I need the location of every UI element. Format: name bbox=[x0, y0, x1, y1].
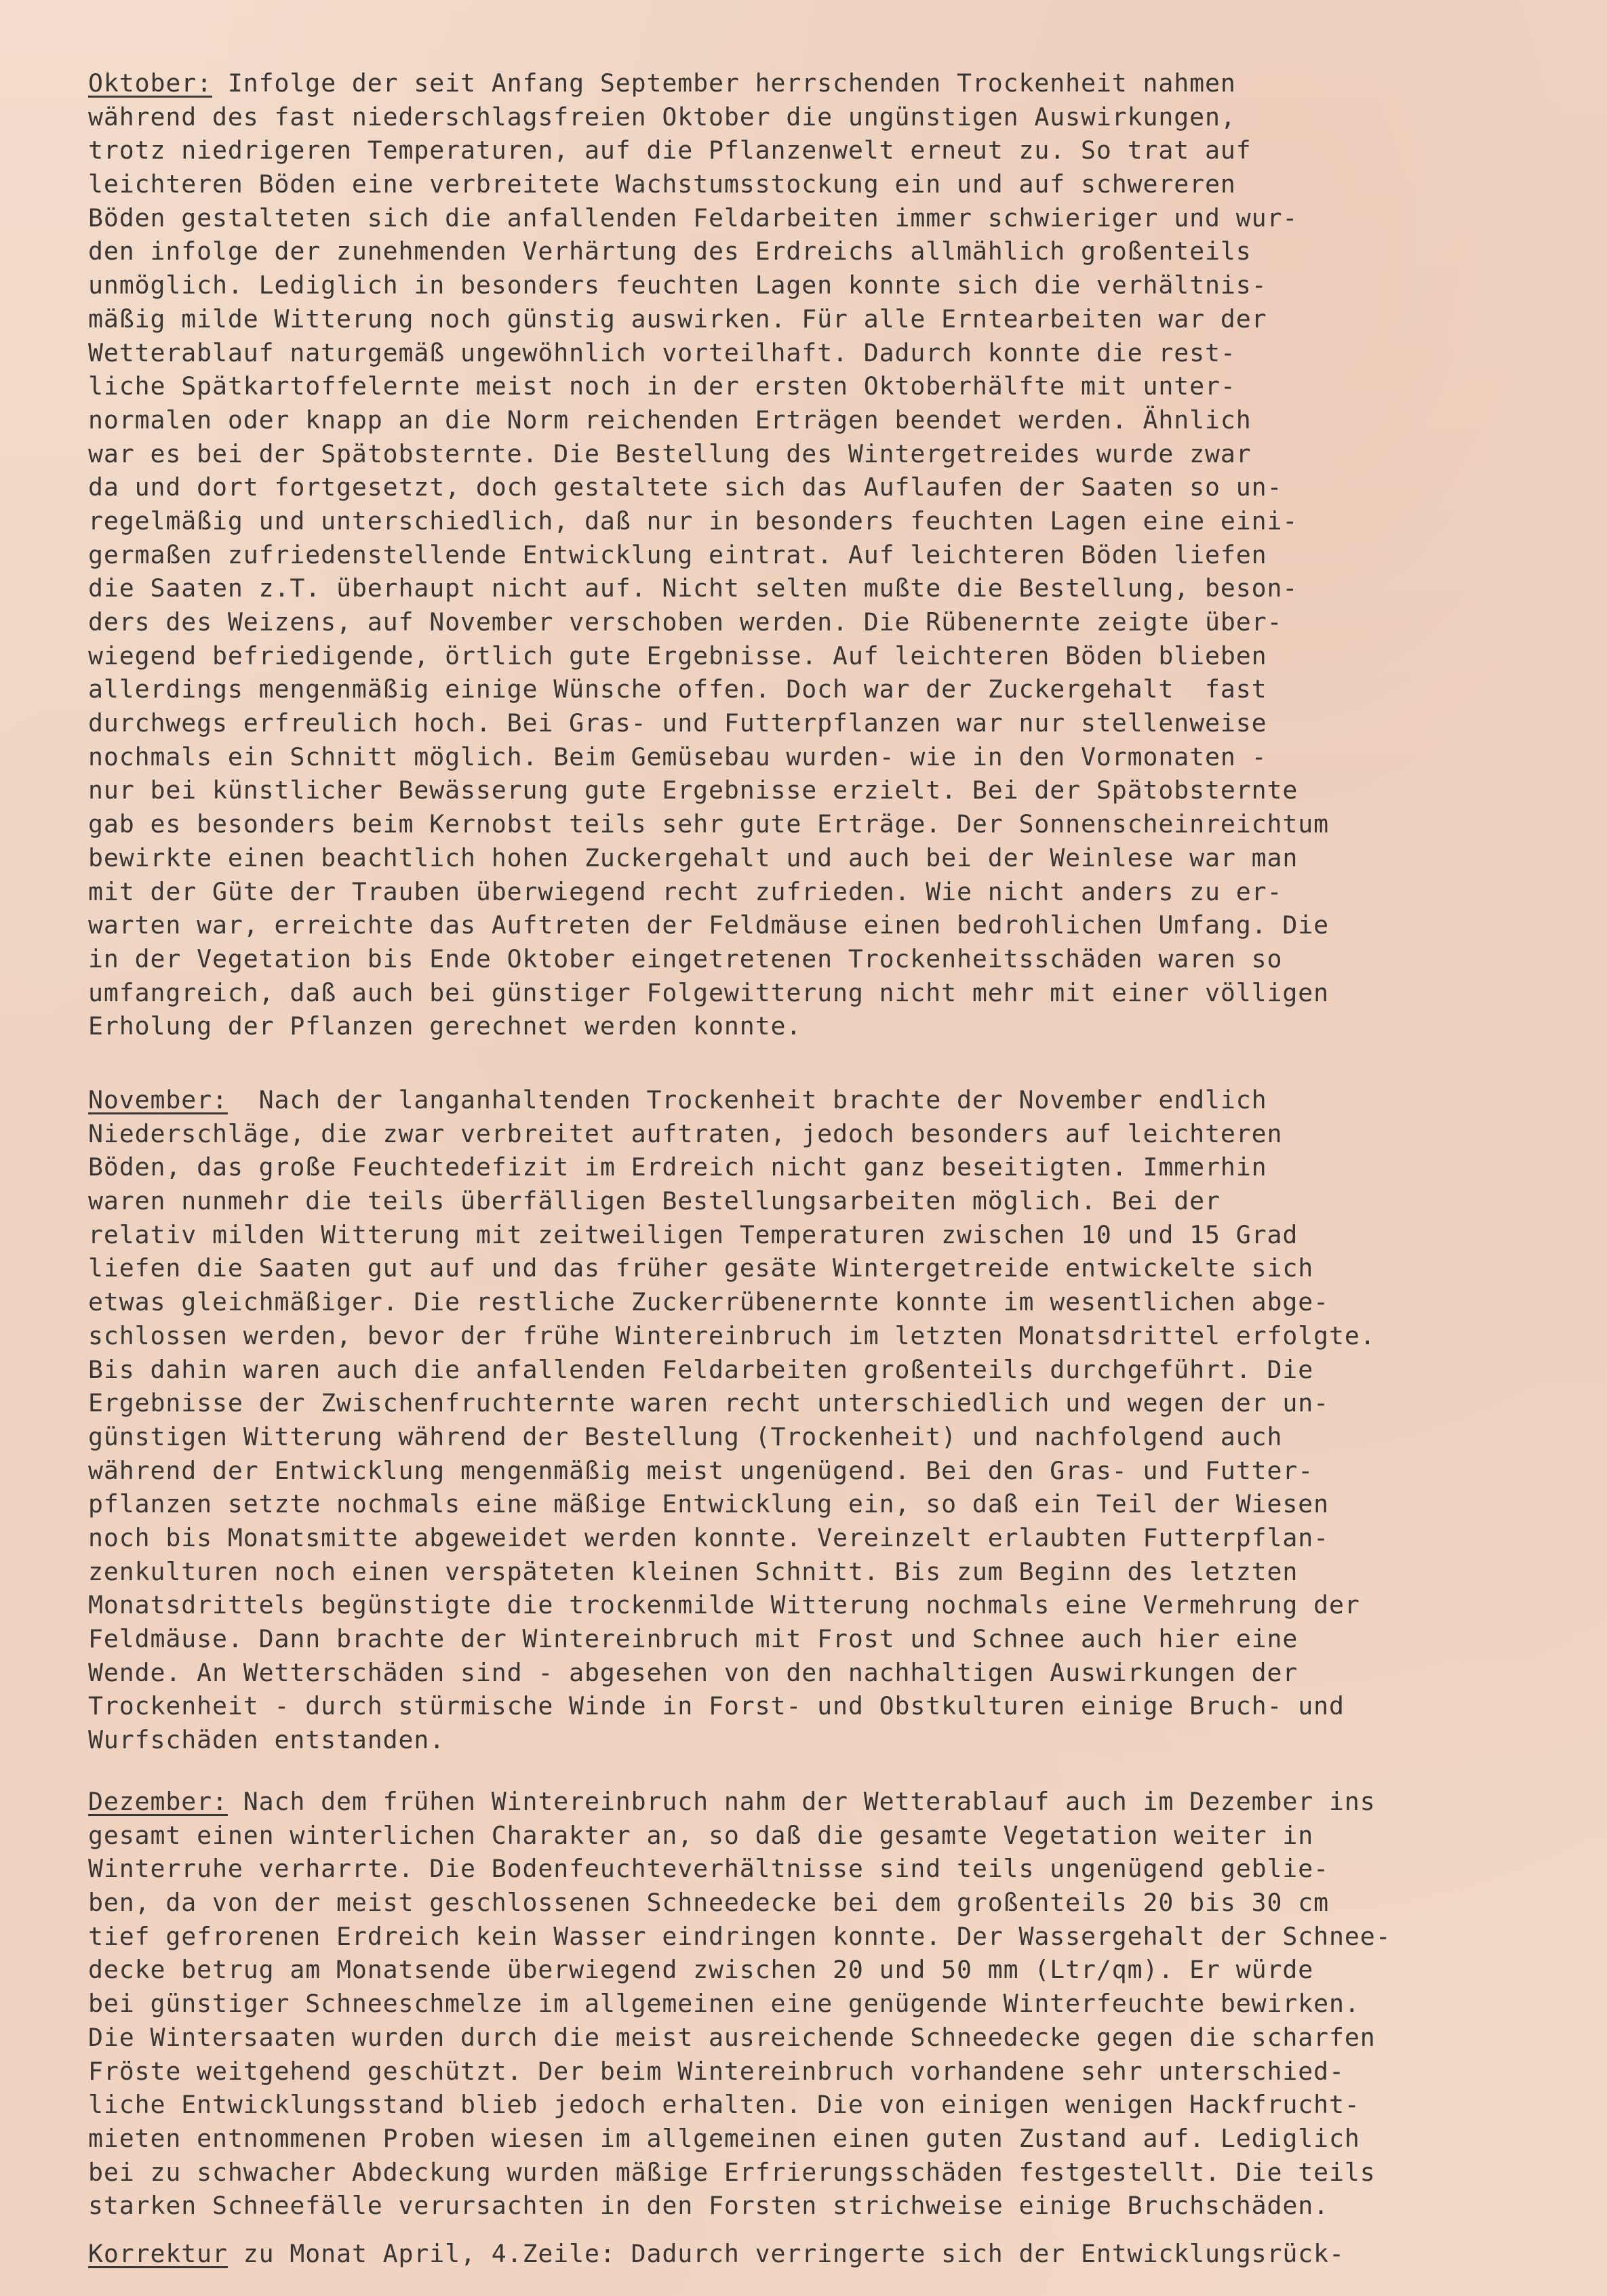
text-line: günstigen Witterung während der Bestellung (Trockenheit) und nachfolgend auch bbox=[88, 1422, 1283, 1451]
text-line: Trockenheit - durch stürmische Winde in Forst- und Obstkulturen einige Bruch- und bbox=[88, 1691, 1345, 1721]
text-line: war es bei der Spätobsternte. Die Bestellung des Wintergetreides wurde zwar bbox=[88, 439, 1252, 468]
text-line: zenkulturen noch einen verspäteten kleinen Schnitt. Bis zum Beginn des letzten bbox=[88, 1556, 1298, 1586]
text-line: pflanzen setzte nochmals eine mäßige Entwicklung ein, so daß ein Teil der Wiesen bbox=[88, 1489, 1329, 1519]
text-line: Erholung der Pflanzen gerechnet werden konnte. bbox=[88, 1011, 802, 1041]
text-line: mäßig milde Witterung noch günstig auswirken. Für alle Erntearbeiten war der bbox=[88, 304, 1267, 334]
text-line: Böden, das große Feuchtedefizit im Erdreich nicht ganz beseitigten. Immerhin bbox=[88, 1152, 1267, 1182]
text-line: waren nunmehr die teils überfälligen Bestellungsarbeiten möglich. Bei der bbox=[88, 1186, 1221, 1216]
text-line: nochmals ein Schnitt möglich. Beim Gemüsebau wurden- wie in den Vormonaten - bbox=[88, 742, 1267, 771]
section-november bbox=[88, 1083, 1566, 1757]
text-line: liche Entwicklungsstand blieb jedoch erhalten. Die von einigen wenigen Hackfrucht- bbox=[88, 2090, 1360, 2120]
text-line: die Saaten z.T. überhaupt nicht auf. Nicht selten mußte die Bestellung, beson- bbox=[88, 573, 1298, 603]
text-line: Dezember: Nach dem frühen Wintereinbruch nahm der Wetterablauf auch im Dezember ins bbox=[88, 1787, 1376, 1816]
text-line: regelmäßig und unterschiedlich, daß nur in besonders feuchten Lagen eine eini- bbox=[88, 506, 1298, 536]
text-line: da und dort fortgesetzt, doch gestaltete sich das Auflaufen der Saaten so un- bbox=[88, 472, 1283, 502]
text-line: starken Schneefälle verursachten in den Forsten strichweise einige Bruchschäden. bbox=[88, 2191, 1329, 2221]
text-line: nur bei künstlicher Bewässerung gute Ergebnisse erzielt. Bei der Spätobsternte bbox=[88, 776, 1298, 805]
text-line: noch bis Monatsmitte abgeweidet werden konnte. Vereinzelt erlaubten Futterpflan- bbox=[88, 1523, 1329, 1552]
text-line: Wende. An Wetterschäden sind - abgesehen von den nachhaltigen Auswirkungen der bbox=[88, 1657, 1298, 1687]
text-line: liefen die Saaten gut auf und das früher gesäte Wintergetreide entwickelte sich bbox=[88, 1253, 1314, 1283]
section-oktober bbox=[88, 66, 1566, 1043]
text-line: decke betrug am Monatsende überwiegend zwischen 20 und 50 mm (Ltr/qm). Er würde bbox=[88, 1955, 1314, 1985]
text-line: etwas gleichmäßiger. Die restliche Zuckerrübenernte konnte im wesentlichen abge- bbox=[88, 1287, 1329, 1317]
text-line: germaßen zufriedenstellende Entwicklung eintrat. Auf leichteren Böden liefen bbox=[88, 540, 1267, 569]
text-line: Bis dahin waren auch die anfallenden Feldarbeiten großenteils durchgeführt. Die bbox=[88, 1354, 1314, 1384]
text-line: während der Entwicklung mengenmäßig meist ungenügend. Bei den Gras- und Futter- bbox=[88, 1455, 1314, 1485]
text-line: ben, da von der meist geschlossenen Schneedecke bei dem großenteils 20 bis 30 cm bbox=[88, 1888, 1329, 1918]
text-line: normalen oder knapp an die Norm reichenden Erträgen beendet werden. Ähnlich bbox=[88, 405, 1252, 435]
text-line: Winterruhe verharrte. Die Bodenfeuchteverhältnisse sind teils ungenügend geblie- bbox=[88, 1854, 1329, 1884]
text-line: bei günstiger Schneeschmelze im allgemeinen eine genügende Winterfeuchte bewirken. bbox=[88, 1989, 1360, 2019]
text-line: warten war, erreichte das Auftreten der Feldmäuse einen bedrohlichen Umfang. Die bbox=[88, 910, 1329, 940]
text-line: den infolge der zunehmenden Verhärtung des Erdreichs allmählich großenteils bbox=[88, 237, 1252, 266]
text-line: Feldmäuse. Dann brachte der Wintereinbruch mit Frost und Schnee auch hier eine bbox=[88, 1624, 1298, 1653]
text-line: gesamt einen winterlichen Charakter an, so daß die gesamte Vegetation weiter in bbox=[88, 1820, 1314, 1850]
text-line: allerdings mengenmäßig einige Wünsche offen. Doch war der Zuckergehalt fast bbox=[88, 674, 1267, 704]
text-line: Die Wintersaaten wurden durch die meist ausreichende Schneedecke gegen die scharfen bbox=[88, 2022, 1376, 2052]
text-line: leichteren Böden eine verbreitete Wachstumsstockung ein und auf schwereren bbox=[88, 169, 1236, 199]
text-line: Monatsdrittels begünstigte die trockenmilde Witterung nochmals eine Vermehrung der bbox=[88, 1590, 1360, 1620]
text-line: während des fast niederschlagsfreien Oktober die ungünstigen Auswirkungen, bbox=[88, 102, 1236, 132]
text-line: mieten entnommenen Proben wiesen im allgemeinen einen guten Zustand auf. Lediglich bbox=[88, 2123, 1360, 2153]
text-line: bei zu schwacher Abdeckung wurden mäßige Erfrierungsschäden festgestellt. Die teils bbox=[88, 2157, 1376, 2187]
section-heading-oktober: Oktober: bbox=[88, 68, 212, 98]
text-line: umfangreich, daß auch bei günstiger Folgewitterung nicht mehr mit einer völligen bbox=[88, 978, 1329, 1007]
text-line: Böden gestalteten sich die anfallenden Feldarbeiten immer schwieriger und wur- bbox=[88, 203, 1298, 233]
text-line: tief gefrorenen Erdreich kein Wasser eindringen konnte. Der Wassergehalt der Schnee- bbox=[88, 1921, 1391, 1951]
text-line: mit der Güte der Trauben überwiegend recht zufrieden. Wie nicht anders zu er- bbox=[88, 877, 1283, 906]
text-line: Ergebnisse der Zwischenfruchternte waren recht unterschiedlich und wegen der un- bbox=[88, 1388, 1329, 1418]
text-line: schlossen werden, bevor der frühe Wintereinbruch im letzten Monatsdrittel erfolgte. bbox=[88, 1321, 1376, 1350]
text-line: November: Nach der langanhaltenden Trockenheit brachte der November endlich bbox=[88, 1085, 1267, 1114]
text-line: Wurfschäden entstanden. bbox=[88, 1725, 445, 1755]
text-line: liche Spätkartoffelernte meist noch in der ersten Oktoberhälfte mit unter- bbox=[88, 371, 1236, 401]
text-line: wiegend befriedigende, örtlich gute Ergebnisse. Auf leichteren Böden blieben bbox=[88, 641, 1267, 670]
text-line: Oktober: Infolge der seit Anfang September herrschenden Trockenheit nahmen bbox=[88, 68, 1236, 98]
text-line: Fröste weitgehend geschützt. Der beim Wintereinbruch vorhandene sehr unterschied- bbox=[88, 2056, 1345, 2086]
section-korrektur bbox=[88, 2237, 1566, 2271]
text-line: relativ milden Witterung mit zeitweiligen Temperaturen zwischen 10 und 15 Grad bbox=[88, 1220, 1298, 1249]
text-line: Niederschläge, die zwar verbreitet auftraten, jedoch besonders auf leichteren bbox=[88, 1119, 1283, 1148]
text-line: gab es besonders beim Kernobst teils sehr gute Erträge. Der Sonnenscheinreichtum bbox=[88, 809, 1329, 839]
text-line: Korrektur zu Monat April, 4.Zeile: Dadurch verringerte sich der Entwicklungsrück- bbox=[88, 2239, 1345, 2268]
section-heading-korrektur: Korrektur bbox=[88, 2239, 228, 2268]
text-line: Wetterablauf naturgemäß ungewöhnlich vorteilhaft. Dadurch konnte die rest- bbox=[88, 338, 1236, 367]
text-line: ders des Weizens, auf November verschoben werden. Die Rübenernte zeigte über- bbox=[88, 607, 1283, 637]
text-line: in der Vegetation bis Ende Oktober eingetretenen Trockenheitsschäden waren so bbox=[88, 944, 1283, 973]
text-line: bewirkte einen beachtlich hohen Zuckergehalt und auch bei der Weinlese war man bbox=[88, 843, 1298, 872]
text-line: unmöglich. Lediglich in besonders feuchten Lagen konnte sich die verhältnis- bbox=[88, 270, 1267, 300]
section-dezember bbox=[88, 1785, 1566, 2223]
section-heading-november: November: bbox=[88, 1085, 228, 1114]
section-heading-dezember: Dezember: bbox=[88, 1787, 228, 1816]
text-line: durchwegs erfreulich hoch. Bei Gras- und Futterpflanzen war nur stellenweise bbox=[88, 708, 1267, 738]
text-line: trotz niedrigeren Temperaturen, auf die Pflanzenwelt erneut zu. So trat auf bbox=[88, 136, 1252, 165]
